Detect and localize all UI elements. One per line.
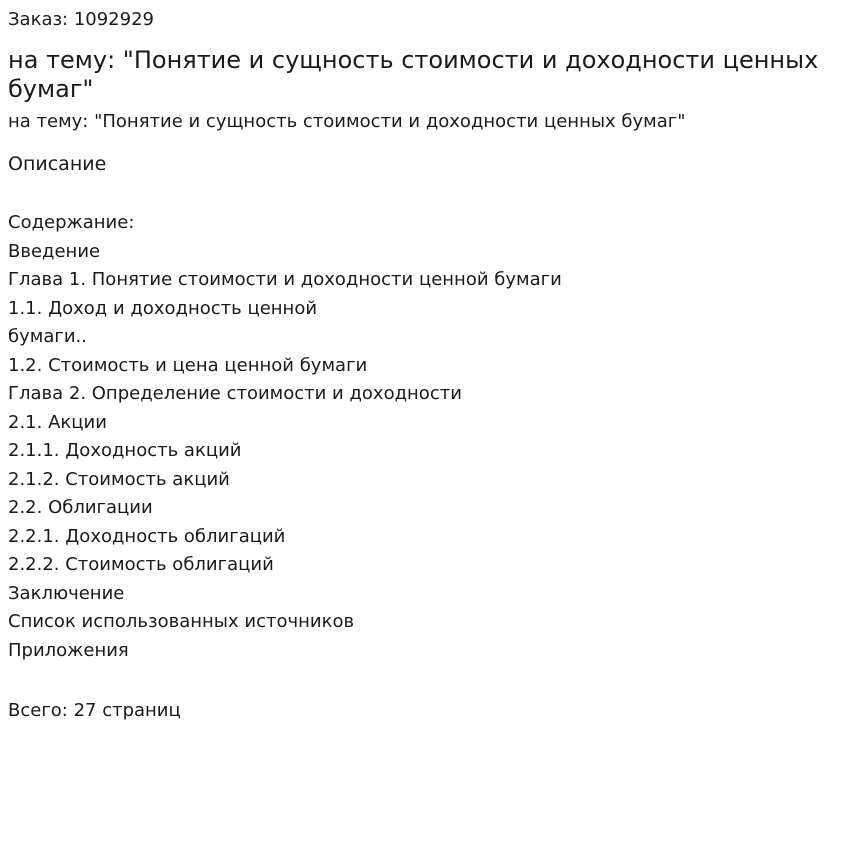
toc-item: 2.2. Облигации [8,497,153,518]
page-title: на тему: "Понятие и сущность стоимости и доходности ценных бумаг" [8,46,819,103]
order-number: Заказ: 1092929 [8,9,154,30]
toc-item: Глава 2. Определение стоимости и доходности [8,383,462,404]
total-pages: Всего: 27 страниц [8,700,181,721]
toc-item: 2.1.1. Доходность акций [8,440,242,461]
toc-item: 1.1. Доход и доходность ценной [8,297,318,319]
page-subtitle: на тему: "Понятие и сущность стоимости и доходности ценных бумаг" [8,111,686,132]
table-of-contents [8,238,839,666]
toc-item: 2.2.2. Стоимость облигаций [8,554,274,575]
toc-item: 2.2.1. Доходность облигаций [8,525,286,547]
toc-item: 2.1. Акции [8,411,107,433]
toc-item: 1.2. Стоимость и цена ценной бумаги [8,354,368,376]
toc-item: бумаги.. [8,326,87,347]
toc-item: Приложения [8,639,129,661]
description-heading: Описание [8,153,107,175]
toc-item: Глава 1. Понятие стоимости и доходности ценной бумаги [8,269,562,290]
toc-item: 2.1.2. Стоимость акций [8,468,230,490]
toc-item: Список использованных источников [8,611,355,632]
contents-label: Содержание: [8,212,135,233]
toc-item: Заключение [8,582,125,604]
toc-item: Введение [8,240,101,262]
